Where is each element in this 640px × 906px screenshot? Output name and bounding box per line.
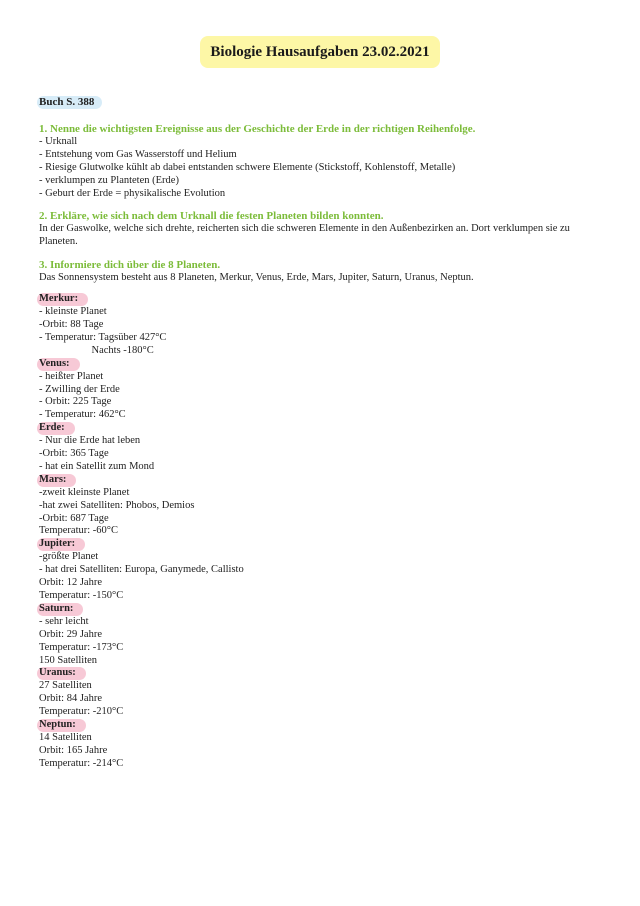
planet-name: Uranus:	[37, 667, 86, 680]
document-body	[39, 96, 609, 771]
planet-fact: 27 Satelliten	[39, 680, 92, 692]
question-2-heading: 2. Erkläre, wie sich nach dem Urknall die festen Planeten bilden konnten.	[39, 210, 384, 223]
planet-fact: - Zwilling der Erde	[39, 383, 120, 395]
planet-fact: - Temperatur: 462°C	[39, 409, 126, 421]
planet-name: Erde:	[37, 422, 75, 435]
planet-fact: -hat zwei Satelliten: Phobos, Demios	[39, 499, 195, 511]
question-1-heading: 1. Nenne die wichtigsten Ereignisse aus der Geschichte der Erde in der richtigen Reihenfolge.	[39, 122, 476, 135]
book-reference: Buch S. 388	[37, 96, 102, 109]
planet-name: Merkur:	[37, 293, 88, 306]
planet-fact: Temperatur: -214°C	[39, 757, 124, 769]
question-3-answer: Das Sonnensystem besteht aus 8 Planeten, Merkur, Venus, Erde, Mars, Jupiter, Saturn, Uranus, Neptun.	[39, 272, 474, 284]
planet-merkur	[39, 293, 609, 358]
planet-name: Neptun:	[37, 719, 86, 732]
planet-fact: - kleinste Planet	[39, 306, 107, 318]
planet-venus	[39, 358, 609, 423]
planet-fact: 14 Satelliten	[39, 731, 92, 743]
planet-fact: - Orbit: 225 Tage	[39, 396, 112, 408]
planet-fact: - sehr leicht	[39, 615, 89, 627]
planet-name: Mars:	[37, 474, 76, 487]
planet-fact: - hat ein Satellit zum Mond	[39, 460, 155, 472]
planet-fact: Temperatur: -60°C	[39, 525, 118, 537]
q1-line: - verklumpen zu Planteten (Erde)	[39, 174, 179, 186]
planet-fact: -größte Planet	[39, 551, 99, 563]
question-2-answer: In der Gaswolke, welche sich drehte, reicherten sich die schweren Elemente in den Außenbezirken an. Dort verklumpen sie zu Planeten.	[39, 223, 570, 248]
page-title: Biologie Hausaufgaben 23.02.2021	[210, 43, 430, 60]
planet-saturn	[39, 603, 609, 668]
planet-fact: - Nur die Erde hat leben	[39, 435, 141, 447]
planet-fact: Nachts -180°C	[39, 344, 154, 356]
planet-name: Saturn:	[37, 603, 83, 616]
q1-line: - Urknall	[39, 135, 78, 147]
planet-uranus	[39, 667, 609, 719]
q1-line: - Geburt der Erde = physikalische Evolution	[39, 187, 226, 199]
planet-fact: Orbit: 84 Jahre	[39, 693, 102, 705]
planet-mars	[39, 474, 609, 539]
planet-name: Venus:	[37, 358, 80, 371]
planet-fact: - Temperatur: Tagsüber 427°C	[39, 331, 167, 343]
planet-fact: Temperatur: -173°C	[39, 641, 124, 653]
planet-fact: - hat drei Satelliten: Europa, Ganymede, Callisto	[39, 564, 244, 576]
planet-fact: 150 Satelliten	[39, 654, 98, 666]
planet-fact: -Orbit: 687 Tage	[39, 512, 109, 524]
planet-neptun	[39, 719, 609, 771]
planet-fact: Orbit: 165 Jahre	[39, 744, 108, 756]
title-banner	[200, 36, 440, 68]
planet-fact: Temperatur: -150°C	[39, 590, 124, 601]
planet-name: Jupiter:	[37, 538, 85, 551]
question-3-heading: 3. Informiere dich über die 8 Planeten.	[39, 259, 221, 272]
planet-fact: Temperatur: -210°C	[39, 706, 124, 718]
planet-fact: -Orbit: 365 Tage	[39, 448, 109, 460]
q1-line: - Entstehung vom Gas Wasserstoff und Helium	[39, 148, 237, 160]
planet-fact: -zweit kleinste Planet	[39, 486, 130, 498]
planet-fact: Orbit: 12 Jahre	[39, 577, 102, 589]
planet-fact: -Orbit: 88 Tage	[39, 318, 104, 330]
planet-fact: - heißter Planet	[39, 370, 104, 382]
planet-erde	[39, 422, 609, 474]
planet-fact: Orbit: 29 Jahre	[39, 628, 102, 640]
q1-line: - Riesige Glutwolke kühlt ab dabei entstanden schwere Elemente (Stickstoff, Kohlenstoff, Metalle)	[39, 161, 456, 173]
planet-jupiter	[39, 538, 609, 603]
